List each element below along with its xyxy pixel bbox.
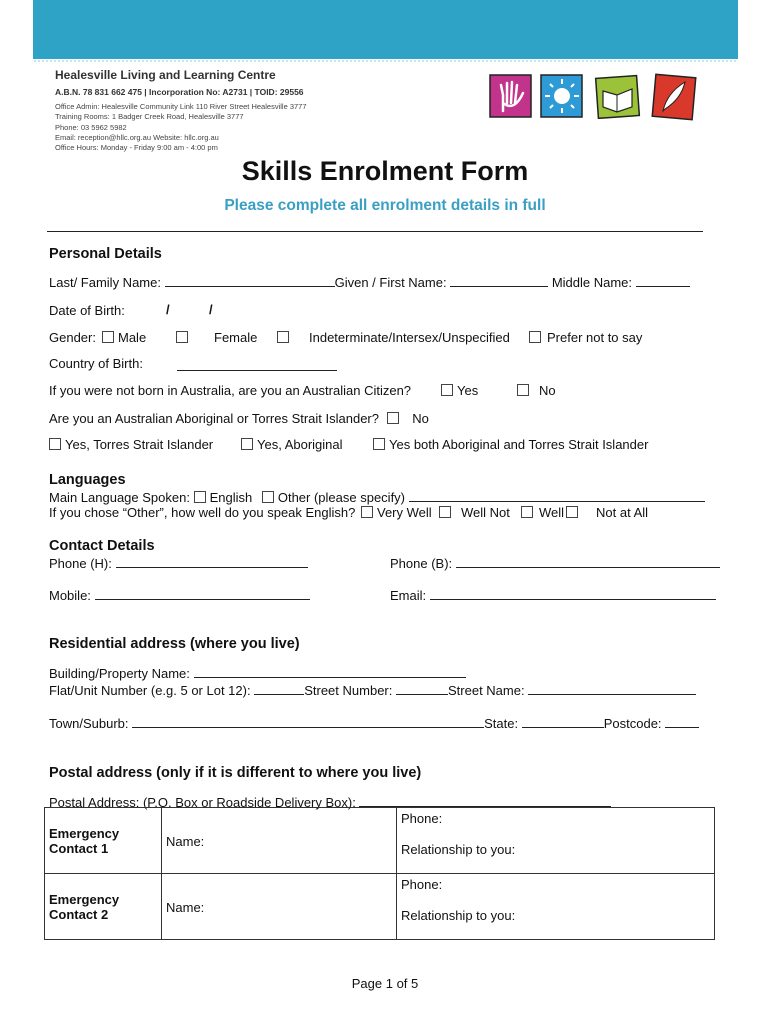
- atsi-question: [49, 411, 429, 426]
- level-very-well-option[interactable]: [361, 505, 432, 520]
- dob-label: Date of Birth:: [49, 303, 125, 318]
- header-dot-strip: [33, 59, 738, 63]
- emergency-1-relationship-label: Relationship to you:: [401, 842, 516, 857]
- phone-home-label: Phone (H):: [49, 556, 112, 571]
- level-not-at-all-option[interactable]: [566, 505, 648, 520]
- emergency-2-name-cell[interactable]: [162, 874, 397, 940]
- gender-indeterminate-option[interactable]: [277, 330, 510, 345]
- citizen-yes-option[interactable]: [441, 383, 478, 398]
- org-phone: Phone: 03 5962 5982: [55, 123, 127, 132]
- gender-female-checkbox[interactable]: [176, 331, 188, 343]
- postal-label: Postal Address: (P.O. Box or Roadside Delivery Box):: [49, 795, 356, 810]
- emergency-contact-2-label: Emergency Contact 2: [45, 874, 162, 940]
- atsi-torres-option[interactable]: [49, 437, 213, 452]
- flat-street-row: [49, 682, 696, 698]
- other-language-checkbox[interactable]: [262, 491, 274, 503]
- street-number-label: Street Number:: [304, 683, 393, 698]
- gender-male-label: Male: [118, 330, 147, 345]
- atsi-aboriginal-checkbox[interactable]: [241, 438, 253, 450]
- org-abn: A.B.N. 78 831 662 475 | Incorporation No: A2731 | TOID: 29556: [55, 87, 304, 97]
- gender-indeterminate-checkbox[interactable]: [277, 331, 289, 343]
- level-well-not-label: Well Not: [461, 505, 510, 520]
- book-logo-icon: [594, 73, 642, 119]
- postal-heading: Postal address (only if it is different to where you live): [49, 765, 422, 781]
- country-label: Country of Birth:: [49, 356, 143, 371]
- org-training-rooms: Training Rooms: 1 Badger Creek Road, Healesville 3777: [55, 112, 244, 121]
- middle-name-line[interactable]: [636, 274, 690, 287]
- page-number: Page 1 of 5: [351, 976, 419, 991]
- contact-heading: Contact Details: [49, 538, 155, 554]
- english-label: English: [209, 490, 253, 505]
- feather-logo-icon: [651, 73, 697, 121]
- level-well-checkbox[interactable]: [521, 506, 533, 518]
- emergency-2-name-label: Name:: [166, 900, 205, 915]
- given-name-line[interactable]: [450, 274, 548, 287]
- postcode-line[interactable]: [665, 715, 699, 728]
- street-name-line[interactable]: [528, 682, 696, 695]
- gender-prefer-not-label: Prefer not to say: [547, 330, 643, 345]
- state-line[interactable]: [522, 715, 604, 728]
- building-label: Building/Property Name:: [49, 666, 190, 681]
- personal-heading: Personal Details: [49, 246, 162, 262]
- citizen-yes-checkbox[interactable]: [441, 384, 453, 396]
- other-language-line[interactable]: [409, 489, 705, 502]
- how-well-question: If you chose “Other”, how well do you speak English?: [49, 505, 356, 520]
- level-not-at-all-checkbox[interactable]: [566, 506, 578, 518]
- gender-label: Gender:: [49, 330, 96, 345]
- gender-prefer-not-checkbox[interactable]: [529, 331, 541, 343]
- gender-female-label: Female: [214, 330, 258, 345]
- flat-line[interactable]: [254, 682, 304, 695]
- gender-male-option[interactable]: [102, 330, 146, 345]
- sun-logo-icon: [540, 73, 584, 119]
- english-checkbox[interactable]: [194, 491, 206, 503]
- phone-business-line[interactable]: [456, 555, 720, 568]
- last-name-line[interactable]: [165, 274, 335, 287]
- header-band: [33, 0, 738, 59]
- town-line[interactable]: [132, 715, 484, 728]
- atsi-no-label: No: [412, 411, 429, 426]
- gender-male-checkbox[interactable]: [102, 331, 114, 343]
- street-name-label: Street Name:: [448, 683, 525, 698]
- main-language-label: Main Language Spoken:: [49, 490, 190, 505]
- citizen-no-label: No: [539, 383, 556, 398]
- phone-business-label: Phone (B):: [390, 556, 453, 571]
- emergency-1-phone-label: Phone:: [401, 811, 443, 826]
- org-hours: Office Hours: Monday - Friday 9:00 am - 4:00 pm: [55, 143, 218, 152]
- form-title: Skills Enrolment Form: [241, 156, 529, 186]
- mobile-label: Mobile:: [49, 588, 91, 603]
- citizen-question: If you were not born in Australia, are you an Australian Citizen?: [49, 383, 412, 398]
- org-name: Healesville Living and Learning Centre: [55, 68, 276, 82]
- atsi-both-label: Yes both Aboriginal and Torres Strait Islander: [389, 437, 649, 452]
- emergency-1-details-cell[interactable]: [397, 808, 715, 874]
- citizen-no-option[interactable]: [517, 383, 556, 398]
- atsi-both-option[interactable]: [373, 437, 648, 452]
- last-name-label: Last/ Family Name:: [49, 275, 161, 290]
- country-line[interactable]: [177, 370, 337, 371]
- org-office-admin: Office Admin: Healesville Community Link 110 River Street Healesville 3777: [55, 102, 307, 111]
- mobile-line[interactable]: [95, 587, 310, 600]
- atsi-aboriginal-option[interactable]: [241, 437, 343, 452]
- flat-label: Flat/Unit Number (e.g. 5 or Lot 12):: [49, 683, 251, 698]
- languages-heading: Languages: [49, 472, 126, 488]
- emergency-row-2: [45, 874, 715, 940]
- atsi-question-text: Are you an Australian Aboriginal or Torres Strait Islander?: [49, 411, 379, 426]
- email-label: Email:: [390, 588, 427, 603]
- dob-slash-2: /: [209, 302, 213, 317]
- emergency-row-1: [45, 808, 715, 874]
- atsi-no-checkbox[interactable]: [387, 412, 399, 424]
- building-field[interactable]: [49, 665, 466, 681]
- level-very-well-checkbox[interactable]: [361, 506, 373, 518]
- other-language-label: Other (please specify): [277, 490, 406, 505]
- middle-name-label: Middle Name:: [551, 275, 633, 290]
- mobile-field[interactable]: [49, 587, 310, 603]
- atsi-aboriginal-label: Yes, Aboriginal: [257, 437, 343, 452]
- atsi-both-checkbox[interactable]: [373, 438, 385, 450]
- email-line[interactable]: [430, 587, 716, 600]
- phone-home-field[interactable]: [49, 555, 308, 571]
- town-label: Town/Suburb:: [49, 716, 129, 731]
- hand-logo-icon: [489, 73, 533, 119]
- form-subtitle: Please complete all enrolment details in full: [224, 197, 546, 214]
- phone-home-line[interactable]: [116, 555, 308, 568]
- org-email-web: Email: reception@hllc.org.au Website: hllc.org.au: [55, 133, 219, 142]
- emergency-1-name-label: Name:: [166, 834, 205, 849]
- postcode-label: Postcode:: [603, 716, 662, 731]
- gender-prefer-not-option[interactable]: [529, 330, 642, 345]
- postal-line[interactable]: [359, 794, 611, 807]
- state-label: State:: [484, 716, 519, 731]
- town-state-row: [49, 715, 699, 731]
- level-well-label: Well: [539, 505, 565, 520]
- building-line[interactable]: [194, 665, 466, 678]
- atsi-torres-label: Yes, Torres Strait Islander: [65, 437, 214, 452]
- main-language-row: [49, 489, 705, 505]
- emergency-contact-1-label: Emergency Contact 1: [45, 808, 162, 874]
- street-number-line[interactable]: [396, 682, 448, 695]
- title-divider: [47, 231, 703, 232]
- citizen-yes-label: Yes: [457, 383, 479, 398]
- residential-heading: Residential address (where you live): [49, 636, 300, 652]
- level-well-option[interactable]: [521, 505, 564, 520]
- citizen-no-checkbox[interactable]: [517, 384, 529, 396]
- level-very-well-label: Very Well: [377, 505, 432, 520]
- atsi-torres-checkbox[interactable]: [49, 438, 61, 450]
- emergency-2-details-cell[interactable]: [397, 874, 715, 940]
- emergency-2-relationship-label: Relationship to you:: [401, 908, 516, 923]
- gender-female-option[interactable]: [176, 330, 257, 345]
- given-name-label: Given / First Name:: [334, 275, 447, 290]
- dob-slash-1: /: [166, 302, 170, 317]
- level-not-at-all-label: Not at All: [596, 505, 649, 520]
- emergency-1-name-cell[interactable]: [162, 808, 397, 874]
- level-well-not-checkbox[interactable]: [439, 506, 451, 518]
- emergency-contacts-table: [44, 807, 715, 940]
- last-name-field[interactable]: [49, 274, 690, 290]
- level-well-not-option[interactable]: [439, 505, 510, 520]
- email-field[interactable]: [390, 587, 716, 603]
- phone-business-field[interactable]: [390, 555, 720, 571]
- emergency-2-phone-label: Phone:: [401, 877, 443, 892]
- gender-indeterminate-label: Indeterminate/Intersex/Unspecified: [309, 330, 510, 345]
